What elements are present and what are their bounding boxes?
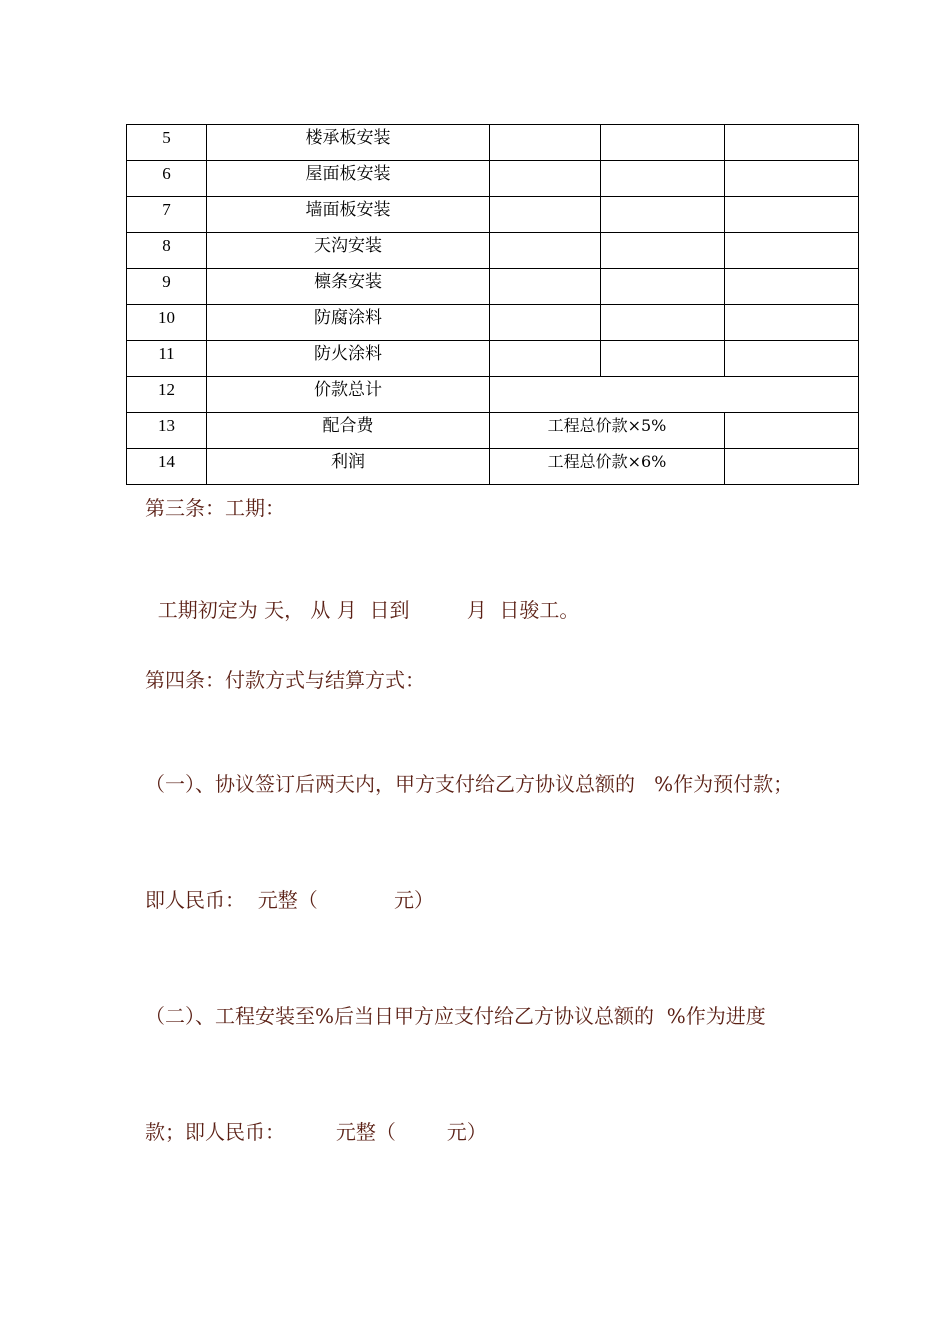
table-row	[127, 269, 859, 305]
item-name: 防腐涂料	[207, 305, 490, 341]
item-name: 价款总计	[207, 377, 490, 413]
item-name: 楼承板安装	[207, 125, 490, 161]
table-row	[127, 233, 859, 269]
cell-empty	[490, 125, 601, 161]
cell-empty	[725, 233, 859, 269]
cell-empty	[601, 161, 725, 197]
table-row	[127, 413, 859, 449]
item-name: 天沟安装	[207, 233, 490, 269]
table-row	[127, 197, 859, 233]
item-name: 墙面板安装	[207, 197, 490, 233]
row-number: 13	[127, 413, 207, 449]
row-number: 10	[127, 305, 207, 341]
cell-empty	[601, 233, 725, 269]
section-4-title: 第四条：付款方式与结算方式：	[145, 668, 425, 692]
payment-clause-1: （一）、协议签订后两天内，甲方支付给乙方协议总额的 %作为预付款；	[145, 772, 794, 796]
table-row	[127, 305, 859, 341]
table-row	[127, 125, 859, 161]
table-row	[127, 377, 859, 413]
cell-empty	[725, 269, 859, 305]
cell-empty	[725, 449, 859, 485]
cell-empty	[490, 305, 601, 341]
section-3-body: 工期初定为 天， 从 月 日到 月 日骏工。	[145, 598, 580, 622]
item-name: 利润	[207, 449, 490, 485]
cell-empty	[725, 197, 859, 233]
table-row	[127, 161, 859, 197]
cell-empty	[601, 305, 725, 341]
row-number: 14	[127, 449, 207, 485]
row-number: 8	[127, 233, 207, 269]
section-3-title: 第三条：工期：	[145, 496, 285, 520]
cell-empty	[725, 125, 859, 161]
payment-clause-2-amount: 款；即人民币： 元整（ 元）	[145, 1120, 487, 1144]
formula-cell: 工程总价款×6%	[490, 449, 725, 485]
table-row	[127, 449, 859, 485]
payment-clause-2: （二）、工程安装至%后当日甲方应支付给乙方协议总额的 %作为进度	[145, 1004, 766, 1028]
cell-empty	[725, 413, 859, 449]
row-number: 11	[127, 341, 207, 377]
cell-empty	[725, 161, 859, 197]
table-row	[127, 341, 859, 377]
item-name: 配合费	[207, 413, 490, 449]
cell-empty	[490, 341, 601, 377]
payment-clause-1-amount: 即人民币： 元整（ 元）	[145, 888, 435, 912]
price-table	[126, 124, 859, 485]
row-number: 7	[127, 197, 207, 233]
row-number: 12	[127, 377, 207, 413]
cell-empty	[601, 341, 725, 377]
row-number: 6	[127, 161, 207, 197]
row-number: 9	[127, 269, 207, 305]
item-name: 防火涂料	[207, 341, 490, 377]
cell-empty	[490, 233, 601, 269]
total-price-cell	[490, 377, 859, 413]
cell-empty	[601, 269, 725, 305]
item-name: 檩条安装	[207, 269, 490, 305]
cell-empty	[725, 341, 859, 377]
cell-empty	[490, 197, 601, 233]
cell-empty	[725, 305, 859, 341]
cell-empty	[490, 161, 601, 197]
cell-empty	[490, 269, 601, 305]
item-name: 屋面板安装	[207, 161, 490, 197]
formula-cell: 工程总价款×5%	[490, 413, 725, 449]
cell-empty	[601, 197, 725, 233]
cell-empty	[601, 125, 725, 161]
row-number: 5	[127, 125, 207, 161]
